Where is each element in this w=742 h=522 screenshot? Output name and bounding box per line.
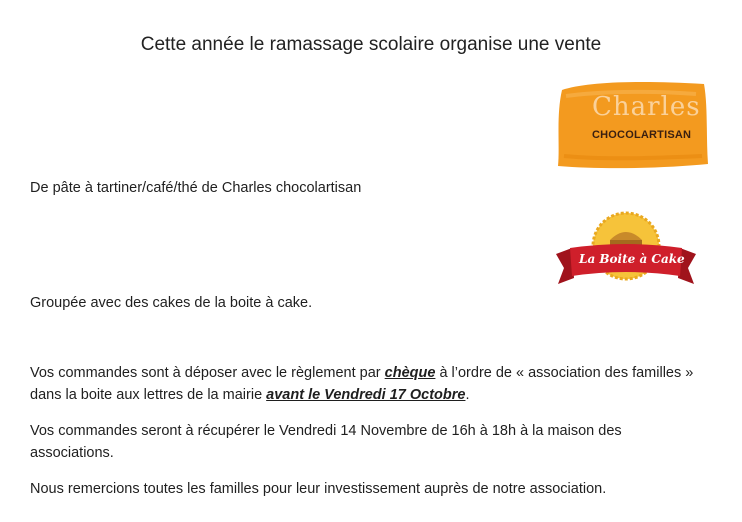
paragraph-products: De pâte à tartiner/café/thé de Charles chocolartisan (30, 180, 362, 196)
orders-line2-post: . (465, 387, 470, 403)
charles-chocolartisan-logo (556, 76, 710, 172)
orders-line1-post: à l’ordre de « association des familles » (435, 365, 694, 381)
paragraph-grouped: Groupée avec des cakes de la boite à cake. (30, 295, 313, 311)
paragraph-orders-line2 (30, 384, 470, 406)
charles-logo-word: Charles (592, 92, 701, 122)
orders-line2-pre: dans la boite aux lettres de la mairie (30, 387, 267, 403)
charles-logo-sub: CHOCOLARTISAN (592, 129, 692, 141)
page-title: Cette année le ramassage scolaire organise une vente (140, 34, 602, 55)
deadline-emphasis: avant le Vendredi 17 Octobre (266, 387, 466, 403)
la-boite-a-cake-logo (552, 210, 700, 294)
paragraph-thanks: Nous remercions toutes les familles pour leur investissement auprès de notre association. (30, 481, 607, 497)
payment-method-emphasis: chèque (384, 365, 436, 381)
charles-logo-brush-icon (556, 76, 710, 172)
cake-logo-name: La Boite à Cake (579, 252, 685, 266)
paragraph-pickup-line2: associations. (30, 445, 114, 461)
paragraph-pickup-line1: Vos commandes seront à récupérer le Vendredi 14 Novembre de 16h à 18h à la maison des (30, 423, 622, 439)
orders-line1-pre: Vos commandes sont à déposer avec le règlement par (30, 365, 385, 381)
paragraph-orders-line1 (30, 362, 693, 384)
